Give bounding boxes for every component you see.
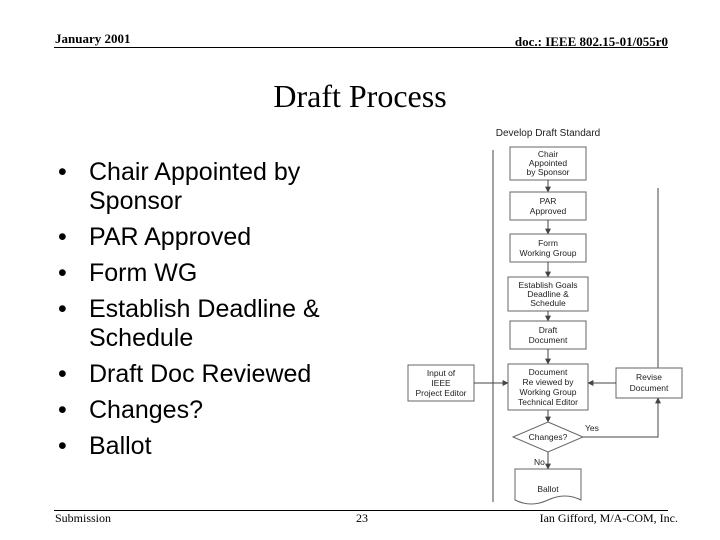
svg-text:Re viewed by: Re viewed by — [522, 377, 574, 387]
footer-author: Ian Gifford, M/A-COM, Inc. — [539, 511, 678, 525]
no-label: No — [534, 457, 545, 467]
flowchart-heading: Develop Draft Standard — [495, 128, 601, 139]
svg-text:Approved: Approved — [529, 206, 567, 216]
svg-text:Establish Goals: Establish Goals — [518, 280, 578, 290]
svg-text:Ballot: Ballot — [537, 484, 559, 494]
svg-text:Project Editor: Project Editor — [415, 388, 467, 398]
step-ballot — [515, 469, 581, 504]
svg-text:Chair: Chair — [537, 149, 559, 159]
svg-text:Document: Document — [629, 383, 669, 393]
step-document-review — [508, 364, 588, 410]
svg-text:Schedule: Schedule — [530, 298, 566, 308]
slide-title: Draft Process — [273, 78, 447, 114]
footer-submission: Submission — [55, 511, 112, 525]
svg-text:Deadline &: Deadline & — [527, 289, 569, 299]
svg-text:Form: Form — [538, 238, 558, 248]
step-chair-appointed — [510, 147, 586, 180]
bullet-item: • Ballot — [57, 432, 357, 461]
svg-text:Document: Document — [528, 367, 568, 377]
step-par-approved — [510, 192, 586, 220]
input-project-editor — [408, 365, 474, 401]
yes-label: Yes — [585, 423, 599, 433]
step-form-wg — [510, 234, 586, 262]
svg-text:Working Group: Working Group — [519, 248, 577, 258]
svg-text:Appointed: Appointed — [528, 158, 568, 168]
svg-text:Technical Editor: Technical Editor — [517, 397, 579, 407]
revise-document — [616, 368, 682, 398]
svg-text:IEEE: IEEE — [431, 378, 451, 388]
bullet-item: • Establish Deadline & Schedule — [57, 295, 357, 353]
svg-text:PAR: PAR — [539, 196, 557, 206]
svg-text:Working Group: Working Group — [519, 387, 577, 397]
bullet-item: • Chair Appointed by Sponsor — [57, 158, 357, 216]
step-establish-goals — [508, 277, 588, 311]
step-draft-document — [510, 321, 586, 349]
svg-text:Revise: Revise — [636, 372, 662, 382]
bullet-item: • Changes? — [57, 396, 357, 425]
svg-text:Input of: Input of — [426, 368, 456, 378]
bullet-list — [57, 158, 357, 468]
svg-text:by Sponsor: by Sponsor — [526, 167, 570, 177]
header-doc-id: doc.: IEEE 802.15-01/055r0 — [514, 34, 668, 49]
footer-page-number: 23 — [356, 511, 368, 525]
header-rule — [54, 47, 668, 48]
bullet-item: • PAR Approved — [57, 223, 357, 252]
decision-changes — [513, 422, 583, 452]
bullet-item: • Form WG — [57, 259, 357, 288]
bullet-item: • Draft Doc Reviewed — [57, 360, 357, 389]
svg-text:Draft: Draft — [538, 325, 558, 335]
header-date: January 2001 — [55, 31, 131, 46]
flowchart-diagram — [400, 120, 705, 515]
svg-text:Changes?: Changes? — [528, 432, 568, 442]
svg-text:Document: Document — [528, 335, 568, 345]
